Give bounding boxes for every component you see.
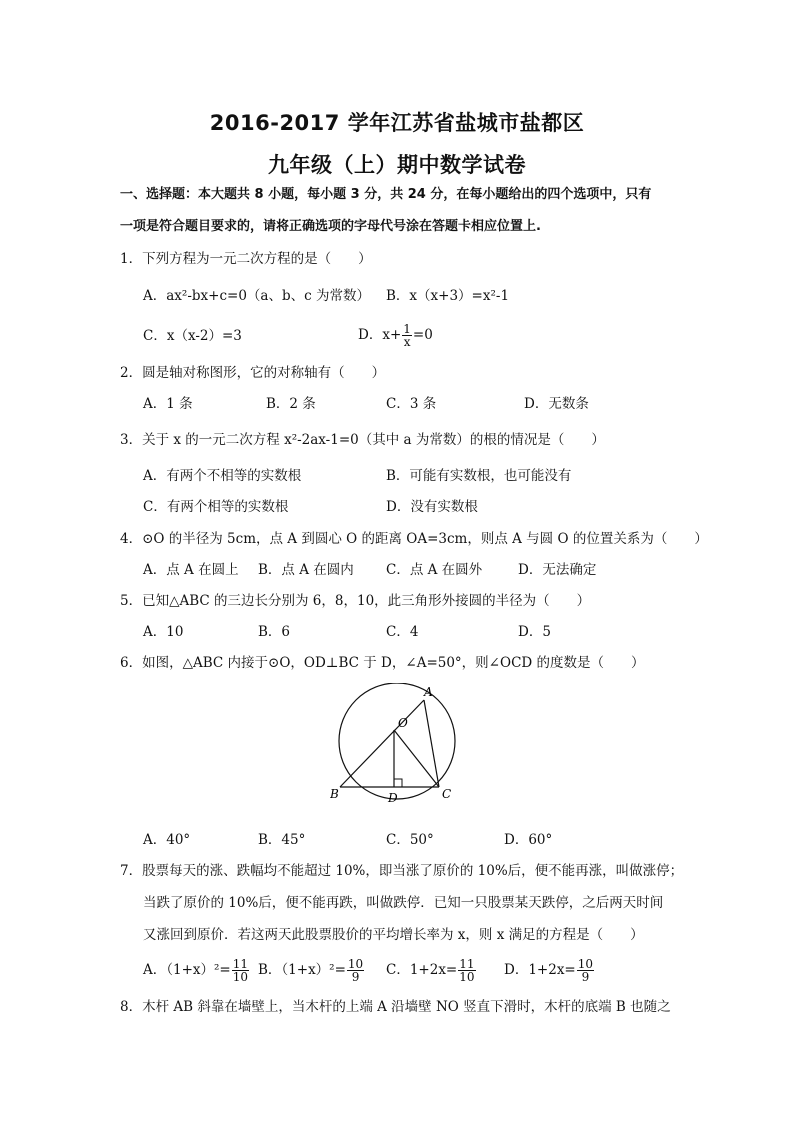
section1-instruction-line1: 一、选择题：本大题共 8 小题，每小题 3 分，共 24 分，在每小题给出的四个选项中，只有 [120, 187, 652, 202]
q2-option-c: C．3 条 [386, 396, 437, 412]
q1-option-d-label: D． [358, 327, 383, 343]
q7-option-c [386, 954, 477, 986]
segment-oc [394, 730, 439, 787]
q7-option-a [143, 954, 250, 986]
q1-option-d [358, 319, 433, 351]
q7-option-a-pre: A．（1+x）²= [143, 962, 231, 978]
q7-stem-line3: 又涨回到原价．若这两天此股票股价的平均增长率为 x，则 x 满足的方程是（ ） [143, 927, 644, 943]
q6-option-c: C．50° [386, 832, 434, 848]
q1-stem: 1．下列方程为一元二次方程的是（ ） [120, 251, 372, 267]
q7-c-numerator: 11 [459, 957, 475, 971]
q6-option-d: D．60° [504, 832, 553, 848]
q1-option-b: B．x（x+3）=x²-1 [386, 288, 510, 304]
q6-option-a: A．40° [143, 832, 191, 848]
q3-option-b: B．可能有实数根，也可能没有 [386, 468, 572, 484]
segment-ab [340, 700, 424, 787]
q4-option-d: D．无法确定 [518, 562, 597, 578]
q6-option-b: B．45° [258, 832, 306, 848]
segment-ac [424, 700, 439, 787]
q1-option-d-pre: x+ [382, 327, 402, 343]
q7-option-a-fraction [232, 958, 249, 983]
q7-option-c-fraction [458, 958, 475, 983]
q6-stem: 6．如图，△ABC 内接于⊙O，OD⊥BC 于 D，∠A=50°，则∠OCD 的度数是（ ） [120, 655, 645, 671]
q7-a-denominator: 10 [232, 970, 249, 984]
label-b: B [330, 787, 339, 801]
q4-stem: 4．⊙O 的半径为 5cm，点 A 到圆心 O 的距离 OA=3cm，则点 A 与圆 O 的位置关系为（ ） [120, 531, 708, 547]
q7-stem-line2: 当跌了原价的 10%后，便不能再跌，叫做跌停．已知一只股票某天跌停，之后两天时间 [143, 895, 664, 911]
q5-option-d: D．5 [518, 624, 551, 640]
q7-d-numerator: 10 [577, 957, 594, 971]
q1-d-denominator: x [403, 335, 411, 349]
section1-instruction-line2: 一项是符合题目要求的，请将正确选项的字母代号涂在答题卡相应位置上. [120, 219, 541, 234]
circle-triangle-figure [330, 683, 466, 805]
q1-d-numerator: 1 [403, 322, 411, 336]
q7-option-d-pre: D．1+2x= [504, 962, 576, 978]
q1-option-a: A．ax²-bx+c=0（a、b、c 为常数） [143, 288, 370, 304]
label-d: D [388, 791, 398, 805]
q5-stem: 5．已知△ABC 的三边长分别为 6，8，10，此三角形外接圆的半径为（ ） [120, 593, 591, 609]
q7-option-b [258, 954, 365, 986]
q2-stem: 2．圆是轴对称图形，它的对称轴有（ ） [120, 365, 386, 381]
q5-option-b: B．6 [258, 624, 291, 640]
q5-option-c: C．4 [386, 624, 419, 640]
q7-b-numerator: 10 [347, 957, 364, 971]
q2-option-d: D．无数条 [524, 396, 589, 412]
q3-option-a: A．有两个不相等的实数根 [143, 468, 302, 484]
q7-option-b-fraction [347, 958, 364, 983]
q7-d-denominator: 9 [581, 970, 590, 984]
right-angle-mark [394, 779, 402, 787]
label-c: C [442, 787, 452, 801]
q7-c-denominator: 10 [459, 970, 475, 984]
exam-title-line2: 九年级（上）期中数学试卷 [268, 153, 526, 177]
label-o: O [398, 716, 408, 730]
q8-stem-line1: 8．木杆 AB 斜靠在墙壁上，当木杆的上端 A 沿墙壁 NO 竖直下滑时，木杆的底端 B 也随之 [120, 999, 671, 1015]
q7-option-c-pre: C．1+2x= [386, 962, 458, 978]
q4-option-c: C．点 A 在圆外 [386, 562, 483, 578]
q7-option-b-pre: B．（1+x）²= [258, 962, 346, 978]
q1-option-c: C．x（x-2）=3 [143, 328, 242, 344]
q1-option-d-fraction [402, 323, 412, 348]
q7-option-d [504, 954, 595, 986]
q3-stem: 3．关于 x 的一元二次方程 x²-2ax-1=0（其中 a 为常数）的根的情况是（ ） [120, 432, 605, 448]
q7-option-d-fraction [577, 958, 594, 983]
label-a: A [424, 685, 433, 699]
q7-stem-line1: 7．股票每天的涨、跌幅均不能超过 10%，即当涨了原价的 10%后，便不能再涨，叫做涨停； [120, 863, 684, 879]
exam-title-line1: 2016-2017 学年江苏省盐城市盐都区 [209, 111, 585, 135]
q4-option-b: B．点 A 在圆内 [258, 562, 354, 578]
q3-option-c: C．有两个相等的实数根 [143, 499, 289, 515]
q2-option-b: B．2 条 [266, 396, 316, 412]
q3-option-d: D．没有实数根 [386, 499, 478, 515]
q7-a-numerator: 11 [232, 957, 249, 971]
q4-option-a: A．点 A 在圆上 [143, 562, 239, 578]
q7-b-denominator: 9 [351, 970, 360, 984]
q1-option-d-post: =0 [412, 327, 433, 343]
q5-option-a: A．10 [143, 624, 184, 640]
q2-option-a: A．1 条 [143, 396, 193, 412]
